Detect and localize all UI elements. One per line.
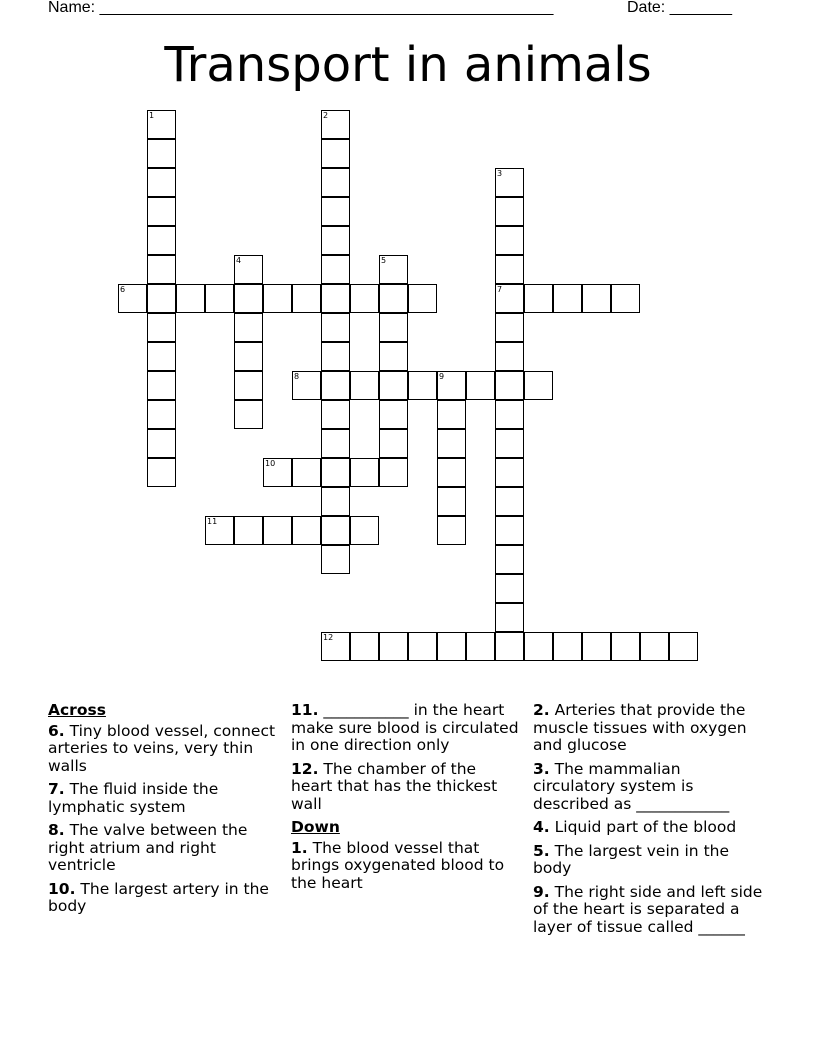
grid-cell[interactable] (611, 632, 640, 661)
clue-number: 7. (48, 780, 65, 798)
grid-cell[interactable] (147, 400, 176, 429)
grid-cell[interactable] (321, 226, 350, 255)
clue-number: 8. (48, 821, 65, 839)
grid-cell[interactable] (495, 545, 524, 574)
date-field-label: Date: _______ (627, 0, 732, 16)
clues-column-2 (291, 702, 521, 898)
grid-cell[interactable] (379, 632, 408, 661)
clue-text: ___________ in the heart make sure blood is circulated in one direction only (291, 701, 519, 754)
grid-cell[interactable] (147, 313, 176, 342)
clue-down-1 (291, 840, 521, 893)
clue-text: Liquid part of the blood (554, 818, 737, 836)
grid-cell[interactable] (553, 632, 582, 661)
grid-cell[interactable] (495, 255, 524, 284)
cell-number: 6 (120, 285, 126, 294)
clue-text: Tiny blood vessel, connect arteries to veins, very thin walls (48, 721, 276, 775)
grid-cell[interactable] (495, 632, 524, 661)
grid-cell[interactable] (176, 284, 205, 313)
clue-down-3 (533, 761, 763, 814)
grid-cell[interactable] (408, 284, 437, 313)
grid-cell[interactable] (553, 284, 582, 313)
grid-cell[interactable] (292, 284, 321, 313)
grid-cell[interactable] (321, 487, 350, 516)
grid-cell[interactable] (495, 226, 524, 255)
clue-number: 5. (533, 841, 550, 860)
grid-cell[interactable] (379, 458, 408, 487)
clue-number: 12. (291, 759, 319, 778)
grid-cell[interactable] (321, 632, 350, 661)
across-heading: Across (48, 701, 106, 719)
grid-cell[interactable] (495, 313, 524, 342)
grid-cell[interactable] (379, 371, 408, 400)
grid-cell[interactable] (234, 516, 263, 545)
clue-down-4 (533, 819, 763, 837)
grid-cell[interactable] (379, 429, 408, 458)
cell-number: 3 (497, 169, 503, 178)
grid-cell[interactable] (350, 632, 379, 661)
grid-cell[interactable] (147, 429, 176, 458)
clue-text: The largest artery in the body (48, 879, 269, 915)
grid-cell[interactable] (147, 255, 176, 284)
clue-across-8 (48, 822, 278, 875)
grid-cell[interactable] (437, 632, 466, 661)
grid-cell[interactable] (321, 284, 350, 313)
grid-cell[interactable] (495, 458, 524, 487)
grid-cell[interactable] (321, 516, 350, 545)
clue-number: 2. (533, 701, 550, 719)
grid-cell[interactable] (582, 284, 611, 313)
grid-cell[interactable] (495, 516, 524, 545)
grid-cell[interactable] (234, 371, 263, 400)
clue-text: The right side and left side of the heart is separated a layer of tissue called ______ (533, 882, 763, 936)
grid-cell[interactable] (321, 255, 350, 284)
grid-cell[interactable] (408, 371, 437, 400)
clue-text: The mammalian circulatory system is described as ____________ (533, 759, 730, 813)
grid-cell[interactable] (292, 458, 321, 487)
grid-cell[interactable] (234, 342, 263, 371)
grid-cell[interactable] (669, 632, 698, 661)
grid-cell[interactable] (524, 371, 553, 400)
grid-cell[interactable] (495, 400, 524, 429)
grid-cell[interactable] (147, 284, 176, 313)
grid-cell[interactable] (495, 429, 524, 458)
grid-cell[interactable] (437, 458, 466, 487)
grid-cell[interactable] (495, 168, 524, 197)
grid-cell[interactable] (234, 284, 263, 313)
grid-cell[interactable] (321, 342, 350, 371)
clue-number: 4. (533, 818, 550, 836)
clue-across-12 (291, 761, 521, 814)
clue-text: The valve between the right atrium and right ventricle (48, 821, 248, 874)
grid-cell[interactable] (147, 110, 176, 139)
grid-cell[interactable] (437, 429, 466, 458)
grid-cell[interactable] (495, 342, 524, 371)
grid-cell[interactable] (437, 371, 466, 400)
clue-number: 3. (533, 759, 550, 778)
clue-number: 10. (48, 879, 76, 898)
cell-number: 12 (323, 633, 334, 642)
grid-cell[interactable] (263, 458, 292, 487)
grid-cell[interactable] (205, 516, 234, 545)
grid-cell[interactable] (263, 516, 292, 545)
grid-cell[interactable] (321, 110, 350, 139)
grid-cell[interactable] (147, 197, 176, 226)
grid-cell[interactable] (234, 255, 263, 284)
grid-cell[interactable] (379, 284, 408, 313)
grid-cell[interactable] (147, 371, 176, 400)
grid-cell[interactable] (640, 632, 669, 661)
cell-number: 4 (236, 256, 242, 265)
clue-across-11 (291, 702, 521, 755)
grid-cell[interactable] (234, 313, 263, 342)
clue-number: 9. (533, 882, 550, 901)
cell-number: 11 (207, 517, 218, 526)
grid-cell[interactable] (379, 342, 408, 371)
grid-cell[interactable] (495, 284, 524, 313)
grid-cell[interactable] (147, 226, 176, 255)
cell-number: 9 (439, 372, 445, 381)
grid-cell[interactable] (263, 284, 292, 313)
grid-cell[interactable] (321, 371, 350, 400)
grid-cell[interactable] (321, 458, 350, 487)
grid-cell[interactable] (495, 197, 524, 226)
grid-cell[interactable] (321, 168, 350, 197)
grid-cell[interactable] (524, 284, 553, 313)
clue-down-5 (533, 843, 763, 878)
grid-cell[interactable] (147, 342, 176, 371)
grid-cell[interactable] (466, 371, 495, 400)
clue-down-2 (533, 702, 763, 755)
grid-cell[interactable] (437, 516, 466, 545)
grid-cell[interactable] (321, 197, 350, 226)
down-heading: Down (291, 818, 340, 836)
clue-number: 6. (48, 721, 65, 740)
grid-cell[interactable] (611, 284, 640, 313)
clue-text: Arteries that provide the muscle tissues with oxygen and glucose (533, 701, 747, 754)
grid-cell[interactable] (118, 284, 147, 313)
clue-across-7 (48, 781, 278, 816)
cell-number: 10 (265, 459, 276, 468)
grid-cell[interactable] (524, 632, 553, 661)
clues-column-3 (533, 702, 763, 942)
cell-number: 8 (294, 372, 300, 381)
grid-cell[interactable] (321, 139, 350, 168)
clue-text: The largest vein in the body (533, 841, 729, 877)
grid-cell[interactable] (292, 371, 321, 400)
grid-cell[interactable] (495, 603, 524, 632)
grid-cell[interactable] (321, 429, 350, 458)
cell-number: 2 (323, 111, 329, 120)
grid-cell[interactable] (379, 400, 408, 429)
clue-text: The chamber of the heart that has the thickest wall (291, 759, 498, 813)
grid-cell[interactable] (350, 284, 379, 313)
cell-number: 7 (497, 285, 503, 294)
grid-cell[interactable] (350, 371, 379, 400)
grid-cell[interactable] (495, 574, 524, 603)
grid-cell[interactable] (205, 284, 234, 313)
cell-number: 1 (149, 111, 155, 120)
grid-cell[interactable] (379, 313, 408, 342)
grid-cell[interactable] (437, 487, 466, 516)
grid-cell[interactable] (147, 168, 176, 197)
clues-column-1 (48, 702, 278, 922)
grid-cell[interactable] (321, 313, 350, 342)
grid-cell[interactable] (292, 516, 321, 545)
grid-cell[interactable] (321, 545, 350, 574)
grid-cell[interactable] (147, 139, 176, 168)
clue-text: The fluid inside the lymphatic system (48, 780, 219, 816)
cell-number: 5 (381, 256, 387, 265)
grid-cell[interactable] (234, 400, 263, 429)
grid-cell[interactable] (437, 400, 466, 429)
name-field-label: Name: ___________________________________________________ (48, 0, 554, 16)
puzzle-title: Transport in animals (164, 37, 652, 93)
clue-across-10 (48, 881, 278, 916)
clue-text: The blood vessel that brings oxygenated blood to the heart (291, 838, 505, 892)
clue-across-6 (48, 723, 278, 776)
grid-cell[interactable] (321, 400, 350, 429)
grid-cell[interactable] (495, 487, 524, 516)
clue-number: 1. (291, 838, 308, 857)
clue-number: 11. (291, 701, 319, 719)
clue-down-9 (533, 884, 763, 937)
grid-cell[interactable] (350, 458, 379, 487)
grid-cell[interactable] (147, 458, 176, 487)
grid-cell[interactable] (582, 632, 611, 661)
grid-cell[interactable] (408, 632, 437, 661)
grid-cell[interactable] (379, 255, 408, 284)
grid-cell[interactable] (466, 632, 495, 661)
grid-cell[interactable] (495, 371, 524, 400)
grid-cell[interactable] (350, 516, 379, 545)
